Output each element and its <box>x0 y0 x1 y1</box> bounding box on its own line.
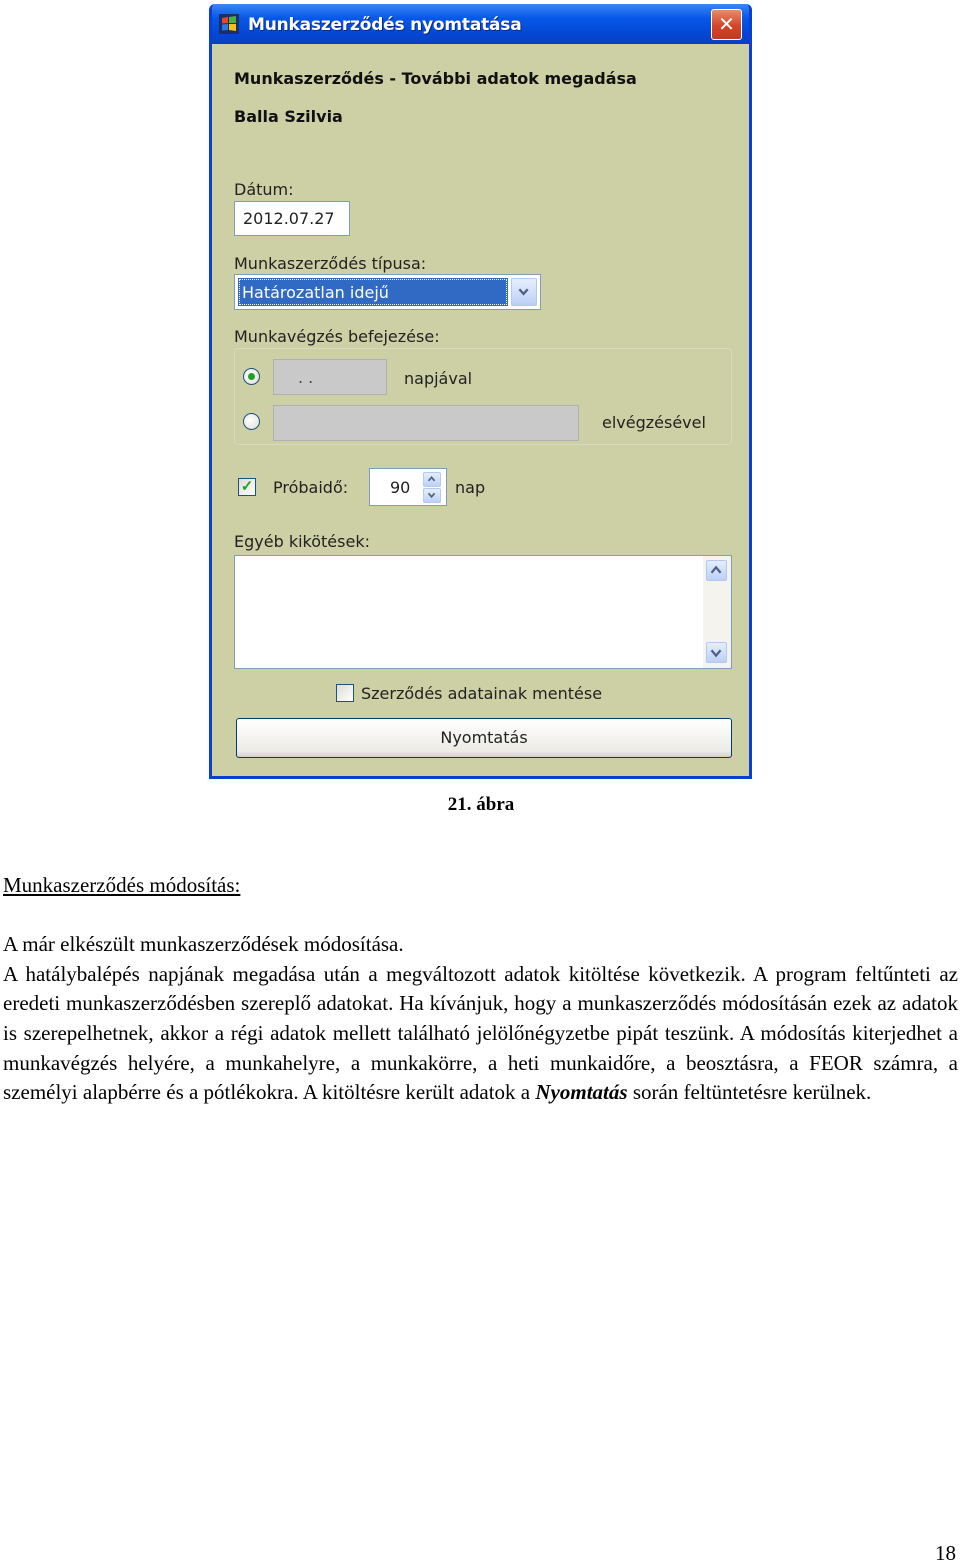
title-bar[interactable] <box>209 4 752 44</box>
print-contract-dialog <box>209 4 752 779</box>
save-data-label: Szerződés adatainak mentése <box>361 684 603 703</box>
contract-type-value: Határozatlan idejű <box>242 283 389 302</box>
vertical-scrollbar[interactable] <box>703 556 731 668</box>
contract-type-selection <box>238 278 508 306</box>
spinner-up-icon <box>424 473 440 486</box>
end-by-task-radio[interactable] <box>243 413 260 430</box>
probation-label: Próbaidő: <box>273 478 349 497</box>
probation-value: 90 <box>390 478 411 497</box>
employee-name: Balla Szilvia <box>234 107 343 126</box>
checkmark-icon: ✓ <box>240 479 254 495</box>
scroll-down-icon <box>707 643 726 662</box>
windows-flag-icon <box>219 14 239 34</box>
end-task-suffix: elvégzésével <box>602 413 706 432</box>
paragraph-body-part2: során feltüntetésre kerülnek. <box>627 1080 872 1105</box>
other-terms-textarea[interactable] <box>234 555 732 669</box>
dialog-title: Munkaszerződés nyomtatása <box>248 15 522 35</box>
close-button[interactable] <box>711 9 742 40</box>
other-terms-label: Egyéb kikötések: <box>234 532 370 551</box>
date-input[interactable] <box>234 201 350 236</box>
spinner-up-button[interactable] <box>423 472 441 487</box>
contract-type-label: Munkaszerződés típusa: <box>234 254 427 273</box>
figure-caption-text: 21. ábra <box>447 794 515 815</box>
paragraph-body-part1: A hatálybalépés napjának megadása után a megváltozott adatok kitöltése következik. A program feltűnteti az eredeti munkaszerződésben szereplő adatokat. Ha kívánjuk, hogy a munkaszerződés módosításán ezek az adatok is szerepelhetnek, akkor a régi adatok mellett található jelölőnégyzetbe pipát teszünk. A módosítás kiterjedhet a munkavégzés helyére, a munkahelyre, a munkakörre, a heti munkaidőre, a beosztásra, a FEOR számra, a személyi alapbérre és a pótlékokra. A kitöltésre került adatok a <box>3 961 958 1105</box>
scroll-up-icon <box>707 561 726 580</box>
paragraph-body-emphasis: Nyomtatás <box>535 1080 628 1105</box>
date-label: Dátum: <box>234 180 294 199</box>
section-heading: Munkaszerződés módosítás: <box>3 873 241 897</box>
date-value: 2012.07.27 <box>243 209 335 228</box>
end-label: Munkavégzés befejezése: <box>234 327 440 346</box>
paragraph-body <box>3 960 958 1109</box>
end-options-group <box>234 348 732 445</box>
probation-unit: nap <box>455 478 486 497</box>
dropdown-button[interactable] <box>511 278 537 306</box>
probation-checkbox[interactable] <box>238 478 256 496</box>
spinner-down-icon <box>424 489 440 502</box>
print-button[interactable]: Nyomtatás <box>236 718 732 758</box>
probation-stepper[interactable] <box>369 468 447 506</box>
spinner-down-button[interactable] <box>423 488 441 503</box>
scroll-down-button[interactable] <box>706 642 727 663</box>
end-task-input[interactable] <box>273 405 579 441</box>
end-by-date-radio[interactable] <box>243 368 260 385</box>
dropdown-arrow-icon <box>512 279 536 305</box>
save-data-checkbox[interactable] <box>336 684 354 702</box>
contract-type-select[interactable] <box>234 274 541 310</box>
end-date-suffix: napjával <box>404 369 473 388</box>
scroll-up-button[interactable] <box>706 560 727 581</box>
dialog-header: Munkaszerződés - További adatok megadása <box>234 69 637 88</box>
end-date-input[interactable] <box>273 359 387 395</box>
paragraph-intro: A már elkészült munkaszerződések módosítása. <box>3 932 404 956</box>
close-icon: ✕ <box>718 12 735 36</box>
end-date-value: . . <box>298 368 314 387</box>
figure-caption <box>0 794 960 816</box>
page-number: 18 <box>935 1541 956 1565</box>
